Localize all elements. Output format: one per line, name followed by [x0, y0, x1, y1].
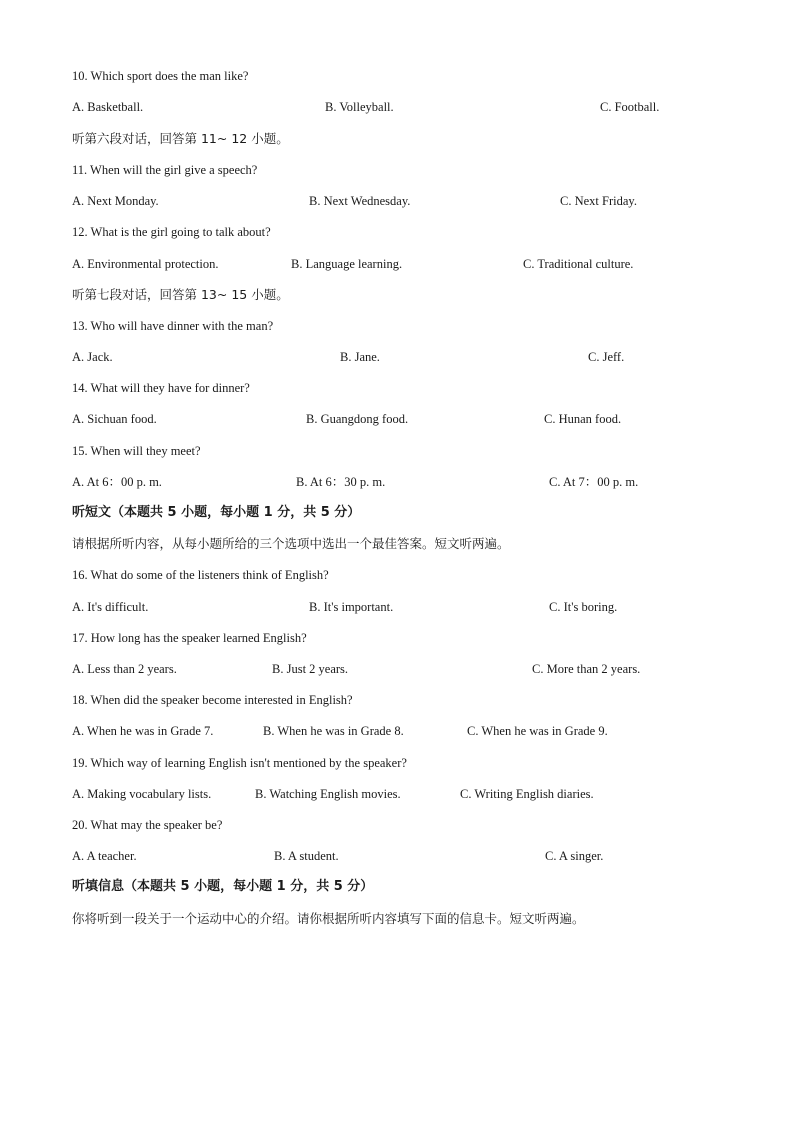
- option-c: C. Traditional culture.: [523, 257, 634, 271]
- option-b: B. At 6：30 p. m.: [296, 475, 386, 489]
- options-17: [0, 661, 794, 677]
- option-c: C. Jeff.: [588, 350, 625, 364]
- options-18: [0, 723, 794, 739]
- option-a: A. It's difficult.: [72, 600, 149, 614]
- option-b: B. Just 2 years.: [272, 662, 349, 676]
- options-10: [0, 99, 794, 115]
- dialogue-6-instruction: 听第六段对话，回答第 11~ 12 小题。: [72, 131, 289, 146]
- question-13: 13. Who will have dinner with the man?: [72, 319, 274, 333]
- option-c: C. More than 2 years.: [532, 662, 641, 676]
- option-b: B. It's important.: [309, 600, 394, 614]
- question-11: 11. When will the girl give a speech?: [72, 163, 258, 177]
- fill-info-instruction: 你将听到一段关于一个运动中心的介绍。请你根据所听内容填写下面的信息卡。短文听两遍。: [72, 911, 585, 926]
- question-14: 14. What will they have for dinner?: [72, 381, 250, 395]
- options-12: [0, 256, 794, 272]
- options-20: [0, 848, 794, 864]
- option-a: A. Less than 2 years.: [72, 662, 177, 676]
- option-c: C. Hunan food.: [544, 412, 622, 426]
- option-c: C. Writing English diaries.: [460, 787, 594, 801]
- question-12: 12. What is the girl going to talk about?: [72, 225, 271, 239]
- option-a: A. Making vocabulary lists.: [72, 787, 212, 801]
- option-a: A. Jack.: [72, 350, 113, 364]
- options-11: [0, 193, 794, 209]
- passage-instruction: 请根据所听内容，从每小题所给的三个选项中选出一个最佳答案。短文听两遍。: [72, 536, 510, 551]
- option-a: A. When he was in Grade 7.: [72, 724, 214, 738]
- option-a: A. Sichuan food.: [72, 412, 157, 426]
- section-title-passage: 听短文（本题共 5 小题，每小题 1 分，共 5 分）: [72, 505, 361, 520]
- option-c: C. Football.: [600, 100, 660, 114]
- question-18: 18. When did the speaker become interested in English?: [72, 693, 353, 707]
- option-a: A. Next Monday.: [72, 194, 159, 208]
- option-c: C. It's boring.: [549, 600, 618, 614]
- option-b: B. Language learning.: [291, 257, 403, 271]
- option-b: B. Guangdong food.: [306, 412, 409, 426]
- option-b: B. Volleyball.: [325, 100, 394, 114]
- option-a: A. A teacher.: [72, 849, 137, 863]
- question-20: 20. What may the speaker be?: [72, 818, 223, 832]
- option-b: B. Watching English movies.: [255, 787, 401, 801]
- dialogue-7-instruction: 听第七段对话，回答第 13~ 15 小题。: [72, 287, 289, 302]
- question-17: 17. How long has the speaker learned English?: [72, 631, 307, 645]
- question-10: 10. Which sport does the man like?: [72, 69, 249, 83]
- question-19: 19. Which way of learning English isn't mentioned by the speaker?: [72, 756, 407, 770]
- option-c: C. Next Friday.: [560, 194, 637, 208]
- option-c: C. A singer.: [545, 849, 604, 863]
- options-19: [0, 786, 794, 802]
- option-b: B. A student.: [274, 849, 339, 863]
- option-c: C. When he was in Grade 9.: [467, 724, 608, 738]
- option-b: B. Next Wednesday.: [309, 194, 411, 208]
- options-13: [0, 349, 794, 365]
- option-b: B. When he was in Grade 8.: [263, 724, 404, 738]
- option-b: B. Jane.: [340, 350, 380, 364]
- options-15: [0, 474, 794, 490]
- option-a: A. At 6：00 p. m.: [72, 475, 162, 489]
- section-title-fill-info: 听填信息（本题共 5 小题，每小题 1 分，共 5 分）: [72, 879, 374, 894]
- options-14: [0, 411, 794, 427]
- option-a: A. Environmental protection.: [72, 257, 219, 271]
- option-c: C. At 7：00 p. m.: [549, 475, 639, 489]
- options-16: [0, 599, 794, 615]
- question-15: 15. When will they meet?: [72, 444, 201, 458]
- question-16: 16. What do some of the listeners think of English?: [72, 568, 329, 582]
- option-a: A. Basketball.: [72, 100, 144, 114]
